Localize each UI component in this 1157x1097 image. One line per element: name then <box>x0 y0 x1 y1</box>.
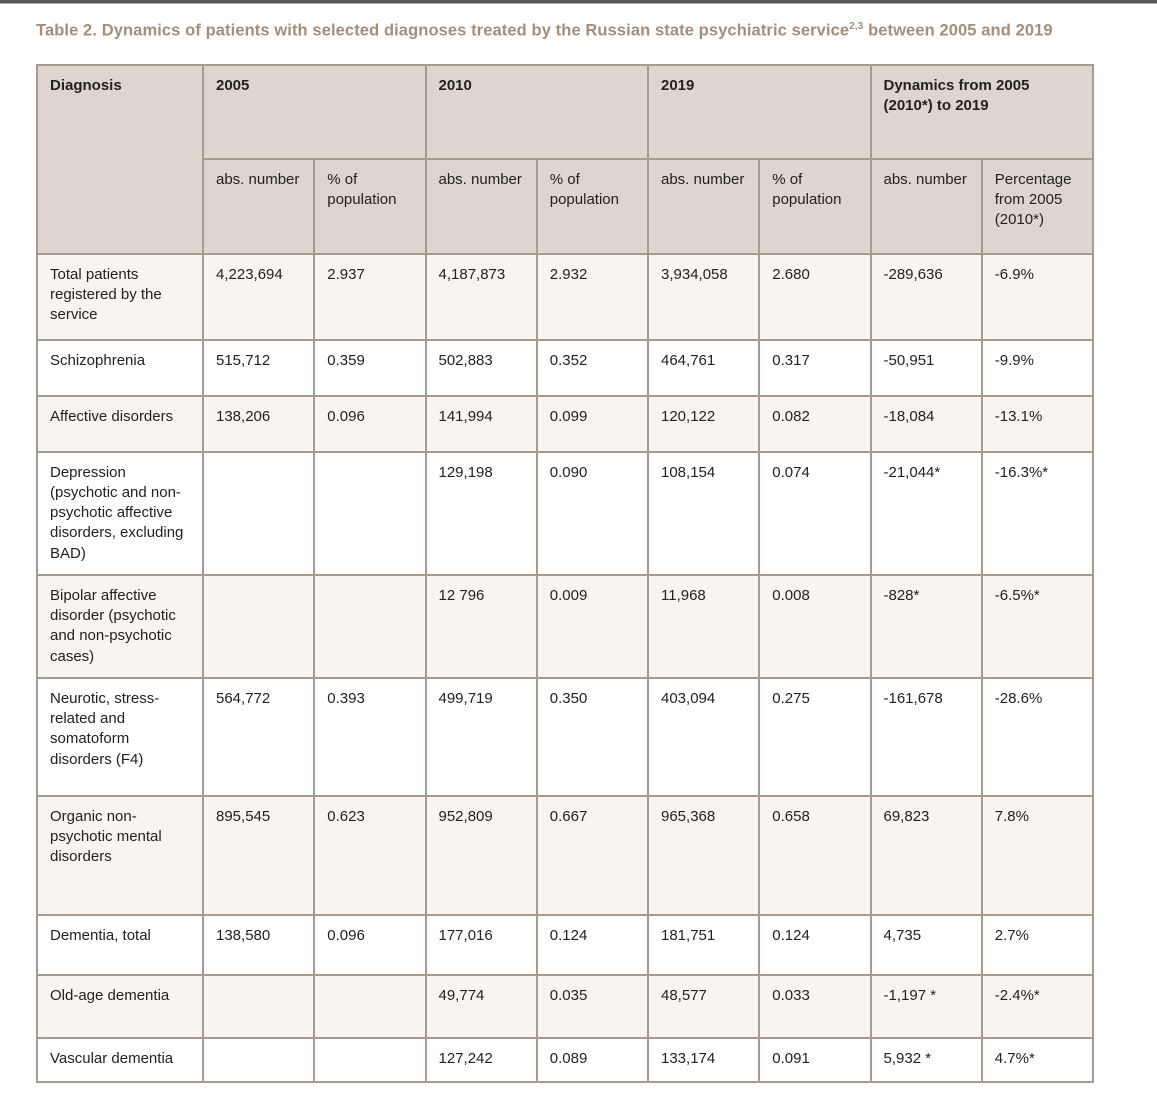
value-cell: -161,678 <box>871 678 982 796</box>
value-cell: 0.124 <box>537 915 648 975</box>
value-cell: 499,719 <box>426 678 537 796</box>
value-cell: 5,932 * <box>871 1038 982 1082</box>
table-row <box>37 975 1093 1038</box>
header-group-2019: 2019 <box>648 65 871 159</box>
value-cell: 7.8% <box>982 796 1093 915</box>
value-cell: 0.035 <box>537 975 648 1038</box>
value-cell: 120,122 <box>648 396 759 452</box>
value-cell: 133,174 <box>648 1038 759 1082</box>
table-row <box>37 340 1093 396</box>
diagnosis-cell: Neurotic, stress-related and somatoform disorders (F4) <box>37 678 203 796</box>
diagnosis-table <box>36 64 1094 1083</box>
value-cell: -50,951 <box>871 340 982 396</box>
value-cell: -18,084 <box>871 396 982 452</box>
value-cell: 4,735 <box>871 915 982 975</box>
diagnosis-cell: Affective disorders <box>37 396 203 452</box>
diagnosis-cell: Vascular dementia <box>37 1038 203 1082</box>
table-caption <box>36 21 1157 41</box>
value-cell: 0.096 <box>314 396 425 452</box>
value-cell: 0.350 <box>537 678 648 796</box>
header-dynamics-pct: Percentage from 2005 (2010*) <box>982 159 1093 254</box>
diagnosis-cell: Old-age dementia <box>37 975 203 1038</box>
table-caption-suffix: between 2005 and 2019 <box>863 21 1053 40</box>
value-cell: 0.091 <box>759 1038 870 1082</box>
value-cell: 0.009 <box>537 575 648 678</box>
header-2010-pct: % of population <box>537 159 648 254</box>
header-2019-abs: abs. number <box>648 159 759 254</box>
value-cell: 127,242 <box>426 1038 537 1082</box>
value-cell <box>314 575 425 678</box>
header-group-2005: 2005 <box>203 65 426 159</box>
value-cell: 138,206 <box>203 396 314 452</box>
value-cell: 515,712 <box>203 340 314 396</box>
diagnosis-cell: Organic non-psychotic mental disorders <box>37 796 203 915</box>
value-cell: 0.124 <box>759 915 870 975</box>
value-cell: 0.096 <box>314 915 425 975</box>
header-group-2010: 2010 <box>426 65 649 159</box>
value-cell: 0.658 <box>759 796 870 915</box>
value-cell: -6.9% <box>982 254 1093 340</box>
value-cell <box>314 975 425 1038</box>
value-cell: 2.932 <box>537 254 648 340</box>
value-cell: 138,580 <box>203 915 314 975</box>
value-cell: 3,934,058 <box>648 254 759 340</box>
header-2005-pct: % of population <box>314 159 425 254</box>
value-cell: 0.099 <box>537 396 648 452</box>
header-group-row <box>37 65 1093 159</box>
table-row <box>37 396 1093 452</box>
header-2019-pct: % of population <box>759 159 870 254</box>
value-cell: 952,809 <box>426 796 537 915</box>
value-cell <box>314 452 425 575</box>
value-cell: 4.7%* <box>982 1038 1093 1082</box>
value-cell: -13.1% <box>982 396 1093 452</box>
diagnosis-cell: Depression (psychotic and non-psychotic affective disorders, excluding BAD) <box>37 452 203 575</box>
value-cell: 4,223,694 <box>203 254 314 340</box>
value-cell: 564,772 <box>203 678 314 796</box>
value-cell: 0.317 <box>759 340 870 396</box>
table-row <box>37 452 1093 575</box>
value-cell: -2.4%* <box>982 975 1093 1038</box>
value-cell: 4,187,873 <box>426 254 537 340</box>
diagnosis-cell: Total patients registered by the service <box>37 254 203 340</box>
value-cell <box>203 975 314 1038</box>
value-cell: -1,197 * <box>871 975 982 1038</box>
value-cell: -21,044* <box>871 452 982 575</box>
value-cell: 502,883 <box>426 340 537 396</box>
diagnosis-cell: Bipolar affective disorder (psychotic and non-psychotic cases) <box>37 575 203 678</box>
value-cell: 129,198 <box>426 452 537 575</box>
value-cell: 69,823 <box>871 796 982 915</box>
value-cell: 108,154 <box>648 452 759 575</box>
value-cell: -828* <box>871 575 982 678</box>
reference-superscript: 2,3 <box>849 21 864 32</box>
table-row <box>37 1038 1093 1082</box>
table-caption-text: Table 2. Dynamics of patients with selected diagnoses treated by the Russian state psychiatric service <box>36 21 850 40</box>
table-row <box>37 796 1093 915</box>
value-cell: 0.359 <box>314 340 425 396</box>
value-cell: 12 796 <box>426 575 537 678</box>
article-page <box>0 4 1157 1083</box>
value-cell: 0.667 <box>537 796 648 915</box>
value-cell: 48,577 <box>648 975 759 1038</box>
value-cell: 0.082 <box>759 396 870 452</box>
value-cell <box>314 1038 425 1082</box>
value-cell: -9.9% <box>982 340 1093 396</box>
value-cell: 177,016 <box>426 915 537 975</box>
value-cell: 0.623 <box>314 796 425 915</box>
table-row <box>37 678 1093 796</box>
value-cell: 403,094 <box>648 678 759 796</box>
table-row <box>37 575 1093 678</box>
header-dynamics-abs: abs. number <box>871 159 982 254</box>
value-cell: 0.393 <box>314 678 425 796</box>
value-cell: -28.6% <box>982 678 1093 796</box>
value-cell: 2.7% <box>982 915 1093 975</box>
value-cell: 49,774 <box>426 975 537 1038</box>
value-cell: 0.090 <box>537 452 648 575</box>
header-group-dynamics: Dynamics from 2005 (2010*) to 2019 <box>871 65 1094 159</box>
diagnosis-cell: Schizophrenia <box>37 340 203 396</box>
value-cell: 141,994 <box>426 396 537 452</box>
value-cell: 11,968 <box>648 575 759 678</box>
value-cell: 0.275 <box>759 678 870 796</box>
value-cell: 895,545 <box>203 796 314 915</box>
value-cell: 0.074 <box>759 452 870 575</box>
table-row <box>37 915 1093 975</box>
diagnosis-cell: Dementia, total <box>37 915 203 975</box>
value-cell: 181,751 <box>648 915 759 975</box>
value-cell: 0.008 <box>759 575 870 678</box>
value-cell <box>203 575 314 678</box>
value-cell: -16.3%* <box>982 452 1093 575</box>
value-cell <box>203 452 314 575</box>
header-diagnosis: Diagnosis <box>37 65 203 254</box>
value-cell: 2.680 <box>759 254 870 340</box>
value-cell: 0.033 <box>759 975 870 1038</box>
header-2010-abs: abs. number <box>426 159 537 254</box>
table-row <box>37 254 1093 340</box>
value-cell: 0.089 <box>537 1038 648 1082</box>
value-cell: 464,761 <box>648 340 759 396</box>
value-cell: 965,368 <box>648 796 759 915</box>
value-cell: 0.352 <box>537 340 648 396</box>
value-cell <box>203 1038 314 1082</box>
value-cell: 2.937 <box>314 254 425 340</box>
value-cell: -289,636 <box>871 254 982 340</box>
header-2005-abs: abs. number <box>203 159 314 254</box>
value-cell: -6.5%* <box>982 575 1093 678</box>
